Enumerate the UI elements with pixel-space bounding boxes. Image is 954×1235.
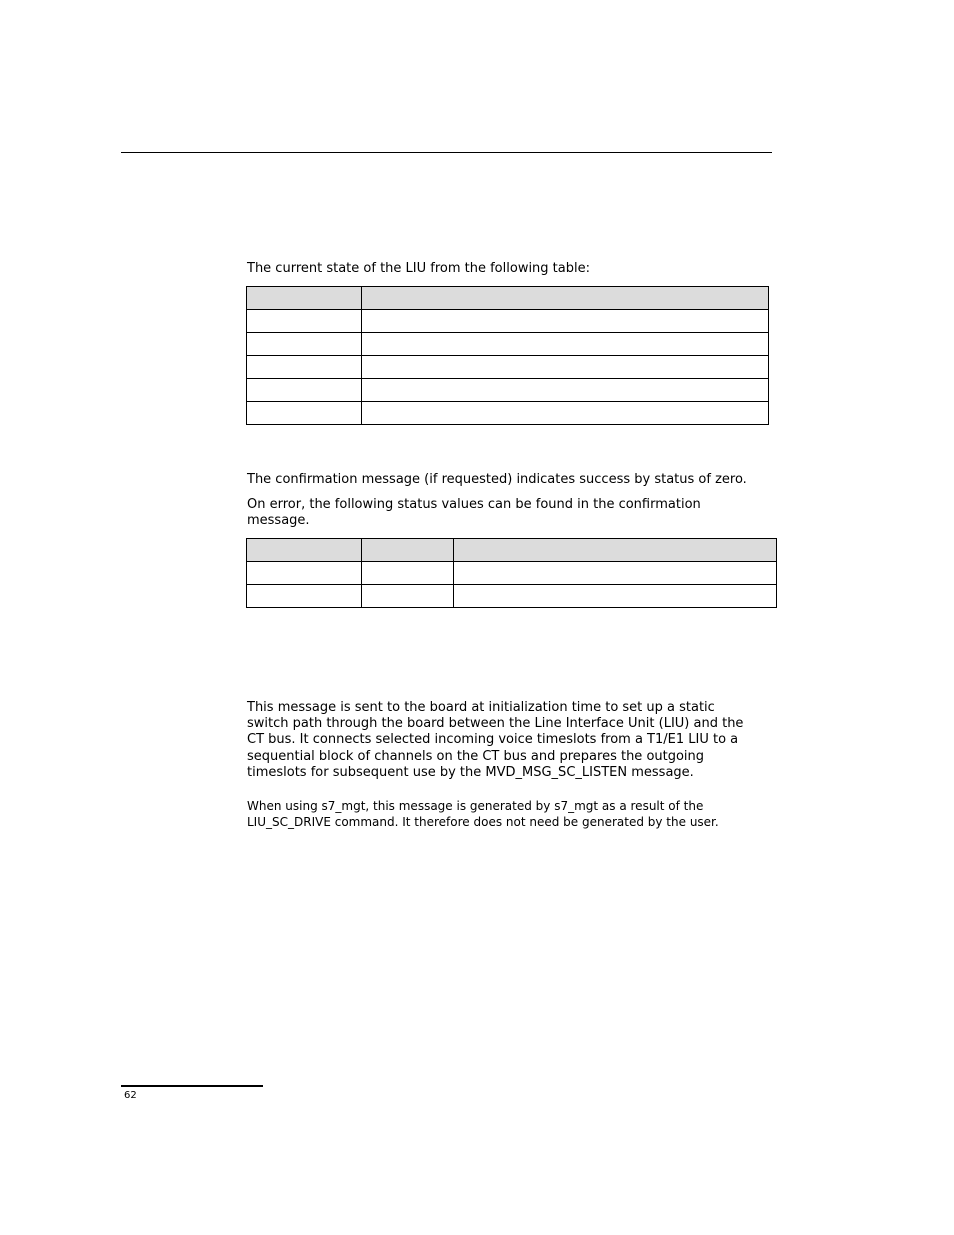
table-cell	[362, 379, 769, 402]
note-line: LIU_SC_DRIVE command. It therefore does not need be generated by the user.	[247, 815, 719, 829]
table-header-cell	[247, 539, 362, 562]
table-row	[247, 402, 769, 425]
description-line: This message is sent to the board at initialization time to set up a static	[247, 700, 715, 715]
table-row	[247, 379, 769, 402]
table-header-row	[247, 539, 777, 562]
status-values-table	[246, 538, 777, 608]
table-cell	[454, 585, 777, 608]
table-cell	[247, 379, 362, 402]
table-row	[247, 333, 769, 356]
table-cell	[247, 585, 362, 608]
liu-state-table	[246, 286, 769, 425]
description-line: timeslots for subsequent use by the MVD_MSG_SC_LISTEN message.	[247, 765, 694, 780]
confirmation-text: The confirmation message (if requested) indicates success by status of zero.	[247, 472, 747, 487]
on-error-text-line2: message.	[247, 513, 310, 528]
table-header-cell	[247, 287, 362, 310]
table-header-row	[247, 287, 769, 310]
header-rule	[121, 152, 772, 153]
table-row	[247, 585, 777, 608]
page-number: 62	[124, 1090, 137, 1101]
description-line: sequential block of channels on the CT bus and prepares the outgoing	[247, 749, 705, 764]
state-intro-text: The current state of the LIU from the following table:	[247, 261, 590, 276]
table-cell	[362, 402, 769, 425]
footer-rule	[121, 1085, 263, 1087]
table-header-cell	[454, 539, 777, 562]
table-cell	[362, 356, 769, 379]
table-cell	[247, 562, 362, 585]
table-cell	[362, 562, 454, 585]
description-line: CT bus. It connects selected incoming voice timeslots from a T1/E1 LIU to a	[247, 732, 739, 747]
table-cell	[247, 402, 362, 425]
table-header-cell	[362, 287, 769, 310]
table-cell	[247, 356, 362, 379]
table-cell	[362, 310, 769, 333]
table-row	[247, 562, 777, 585]
note-line: When using s7_mgt, this message is generated by s7_mgt as a result of the	[247, 799, 704, 813]
table-header-cell	[362, 539, 454, 562]
description-line: switch path through the board between the Line Interface Unit (LIU) and the	[247, 716, 744, 731]
table-row	[247, 310, 769, 333]
table-row	[247, 356, 769, 379]
table-cell	[247, 333, 362, 356]
table-cell	[247, 310, 362, 333]
table-cell	[362, 333, 769, 356]
on-error-text-line1: On error, the following status values can be found in the confirmation	[247, 497, 701, 512]
table-cell	[362, 585, 454, 608]
table-cell	[454, 562, 777, 585]
